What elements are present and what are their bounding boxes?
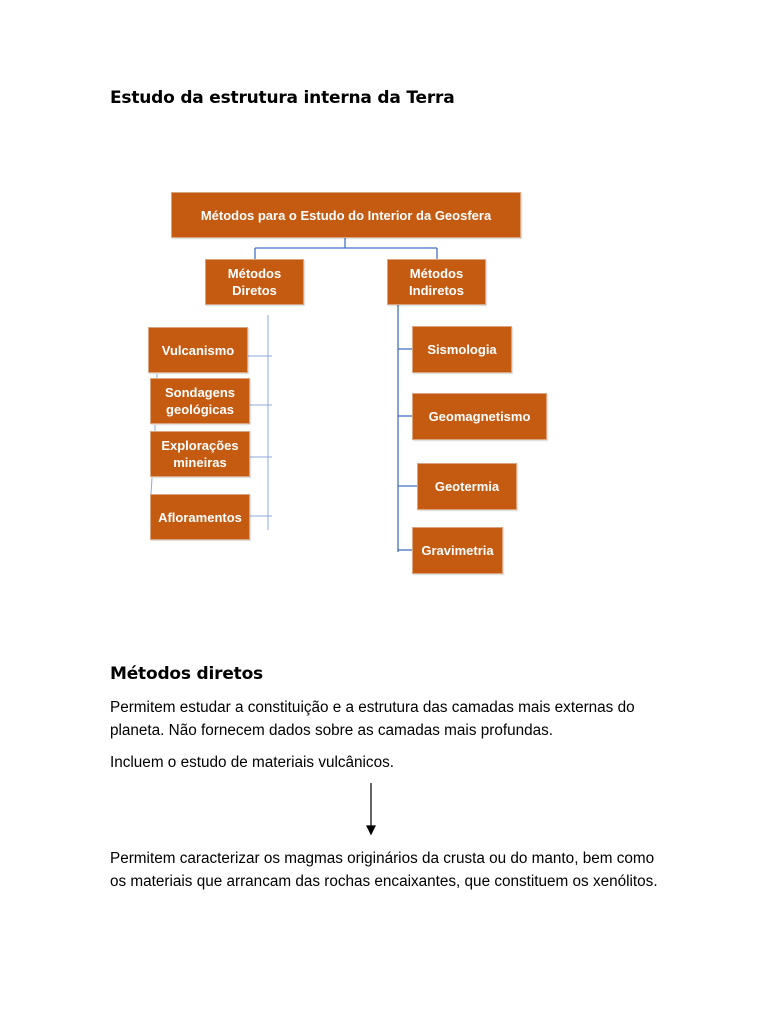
indiretos-item-box <box>412 527 503 574</box>
diretos-item-box <box>150 494 250 540</box>
paragraph: Incluem o estudo de materiais vulcânicos. <box>110 754 394 771</box>
diretos-item-box <box>150 378 250 424</box>
indiretos-item-label: Gravimetria <box>421 543 494 558</box>
document-title: Estudo da estrutura interna da Terra <box>110 88 455 108</box>
indiretos-item-box <box>417 463 517 510</box>
diretos-item-label: Vulcanismo <box>161 342 235 358</box>
diretos-item-box <box>148 327 248 373</box>
diagram-root-box <box>171 192 521 238</box>
diretos-label: Métodos Diretos <box>227 266 282 298</box>
diretos-item-label: Explorações mineiras <box>161 438 239 470</box>
paragraph: Permitem estudar a constituição e a estrutura das camadas mais externas do planeta. Não fornecem dados sobre as camadas mais profundas. <box>110 699 635 739</box>
section-title: Métodos diretos <box>110 664 263 684</box>
diretos-item-label: Sondagens geológicas <box>164 385 236 417</box>
indiretos-label: Métodos Indiretos <box>409 266 464 298</box>
diretos-box <box>205 259 304 305</box>
paragraph: Permitem caracterizar os magmas originários da crusta ou do manto, bem como os materiais que arrancam das rochas encaixantes, que constituem os xenólitos. <box>110 850 658 890</box>
indiretos-item-box <box>412 326 512 373</box>
diretos-item-box <box>150 431 250 477</box>
indiretos-item-label: Geotermia <box>434 479 500 494</box>
indiretos-box <box>387 259 486 305</box>
diretos-item-label: Afloramentos <box>158 509 242 525</box>
indiretos-item-label: Sismologia <box>427 342 497 357</box>
indiretos-item-label: Geomagnetismo <box>428 409 531 424</box>
indiretos-item-box <box>412 393 547 440</box>
diagram-root-label: Métodos para o Estudo do Interior da Geosfera <box>200 207 492 223</box>
